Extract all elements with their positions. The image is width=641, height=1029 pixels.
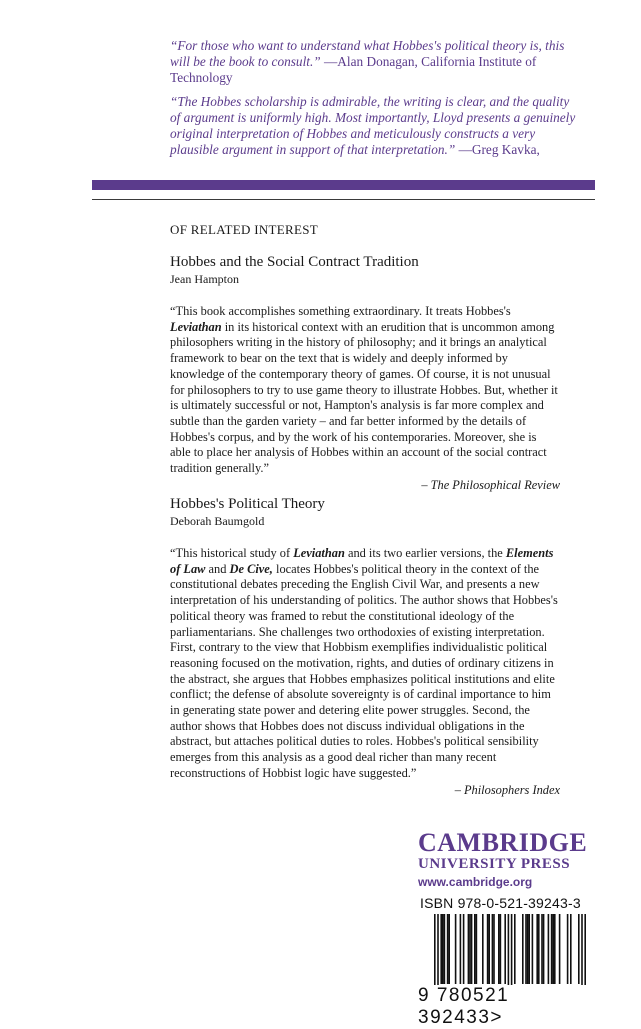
- review-title-segment: Elements of Law: [170, 546, 554, 576]
- barcode-bar: [460, 914, 462, 984]
- barcode-bar: [487, 914, 489, 984]
- barcode-bar: [448, 914, 450, 984]
- endorsement-1-attribution: —Alan Donagan, California Institute of Technology: [170, 54, 537, 85]
- barcode-bar: [493, 914, 495, 984]
- publisher-subname: UNIVERSITY PRESS: [418, 856, 571, 872]
- barcode-bar: [570, 914, 572, 984]
- book-1-title: Hobbes and the Social Contract Tradition: [170, 254, 419, 270]
- review-segment: locates Hobbes's political theory in the context of the constitutional debates preceding the English Civil War, and presents a new interpretation of his understanding of politics. The author shows that Hobbes's political theory was framed to rebut the constitutional ideology of the parliamentarians. She challenges two orthodoxies of existing interpretation. First, contrary to the view that Hobbism exemplifies individualistic political reasoning focused on the motivation, rights, and duties of ordinary citizens in the abstract, she argues that Hobbes emphasizes political institutions and elite conflict; the defense of absolute sovereignty is of cardinal importance to him in generating state power and detering elite power struggles. Second, the author shows that Hobbes does not discuss individual obligations in the abstract, but attaches political duties to roles. Hobbes's political sensibility emerges from this analysis as a good deal richer than many recent reconstructions of Hobbist logic have suggested.”: [170, 561, 558, 780]
- endorsement-1: [170, 38, 580, 86]
- endorsement-2-quote: “The Hobbes scholarship is admirable, the writing is clear, and the quality of argument is uniformly high. Most importantly, Lloyd presents a genuinely original interpretation of Hobbes and meticulously constructs a very plausible argument in support of that interpretation.”: [170, 94, 576, 157]
- book-2-author: Deborah Baumgold: [170, 514, 265, 528]
- endorsement-2-attribution: —Greg Kavka,: [455, 142, 540, 157]
- related-book-1: [170, 254, 560, 493]
- publisher-url[interactable]: www.cambridge.org: [418, 875, 533, 889]
- isbn-label: ISBN 978-0-521-39243-3: [420, 895, 581, 911]
- barcode-bar: [584, 914, 586, 994]
- review-title-segment: Leviathan: [293, 546, 345, 560]
- barcode-bar: [482, 914, 484, 984]
- barcode-bar: [527, 914, 529, 984]
- barcode-bar: [474, 914, 476, 984]
- barcode-bar: [543, 914, 545, 984]
- endorsement-quotes: [170, 38, 580, 166]
- barcode-bar: [504, 914, 506, 984]
- barcode-bar: [581, 914, 583, 994]
- barcode-bar: [500, 914, 502, 984]
- barcode-bar: [476, 914, 478, 984]
- barcode-bar: [463, 914, 465, 984]
- book-1-author: Jean Hampton: [170, 272, 239, 286]
- barcode-bar: [578, 914, 580, 984]
- publisher-name: CAMBRIDGE: [418, 828, 588, 857]
- review-segment: and its two earlier versions, the: [344, 546, 506, 560]
- barcode-bar: [488, 914, 490, 984]
- barcode-bar: [514, 914, 516, 984]
- publisher-logo: [418, 830, 588, 890]
- barcode-bar: [522, 914, 524, 984]
- book-2-title: Hobbes's Political Theory: [170, 496, 325, 512]
- barcode-bar: [447, 914, 449, 984]
- book-1-review: [170, 304, 560, 477]
- barcode-bar: [525, 914, 527, 984]
- barcode-bar: [536, 914, 538, 984]
- review-title-segment: De Cive,: [229, 561, 273, 576]
- barcode-quiet-zone-marker: >: [490, 1007, 504, 1028]
- barcode-bar: [554, 914, 556, 984]
- barcode-bar: [442, 914, 444, 984]
- review-segment: in its historical context with an erudition that is uncommon among philosophers writing in the history of philosophy; and it brings an analytical framework to bear on the text that is widely and deeply informed by knowledge of the contemporary theory of games. Of course, it is not unusual for philosophers to try to use game theory to illustrate Hobbes. But, whether it is ultimately successful or not, Hampton's analysis is far more complex and subtle than the garden variety – and far better informed by the details of Hobbes's corpus, and by the work of his contemporaries. Moreover, she is able to place her analysis of Hobbes within an account of the social contract tradition generally.”: [170, 319, 558, 476]
- barcode-bar: [551, 914, 553, 984]
- barcode-bar: [528, 914, 530, 984]
- barcode-bar: [498, 914, 500, 984]
- book-2-review: [170, 546, 560, 782]
- barcode-bar: [508, 914, 510, 994]
- barcode-bar: [437, 914, 439, 994]
- barcode-digits: 9 780521 392433: [418, 985, 510, 1028]
- barcode-bar: [559, 914, 561, 984]
- review-segment: “This book accomplishes something extraordinary. It treats Hobbes's: [170, 304, 511, 318]
- barcode-bar: [532, 914, 534, 984]
- related-interest-heading: OF RELATED INTEREST: [170, 222, 318, 237]
- endorsement-2: [170, 94, 580, 158]
- related-book-2: [170, 496, 560, 798]
- barcode-bar: [552, 914, 554, 984]
- barcode-bar: [541, 914, 543, 984]
- book-2-review-source: – Philosophers Index: [454, 782, 560, 797]
- barcode-bar: [511, 914, 513, 994]
- barcode-bar: [567, 914, 569, 984]
- barcode-bar: [469, 914, 471, 984]
- barcode-bar: [538, 914, 540, 984]
- thin-divider-rule: [92, 199, 595, 200]
- book-1-review-source: – The Philosophical Review: [421, 477, 560, 492]
- barcode-bar: [440, 914, 442, 984]
- barcode-bar: [492, 914, 494, 984]
- barcode-bar: [548, 914, 550, 984]
- review-title-segment: Leviathan: [170, 319, 222, 334]
- review-segment: “This historical study of: [170, 546, 294, 560]
- barcode-bar: [455, 914, 457, 984]
- barcode-bar: [444, 914, 446, 984]
- purple-divider-bar: [92, 180, 595, 190]
- endorsement-1-quote: “For those who want to understand what Hobbes's political theory is, this will be the book to consult.”: [170, 38, 565, 69]
- barcode-bar: [434, 914, 436, 994]
- barcode-bar: [468, 914, 470, 984]
- review-segment: and: [205, 561, 230, 576]
- barcode-bar: [471, 914, 473, 984]
- barcode-digits-row: [418, 985, 590, 1029]
